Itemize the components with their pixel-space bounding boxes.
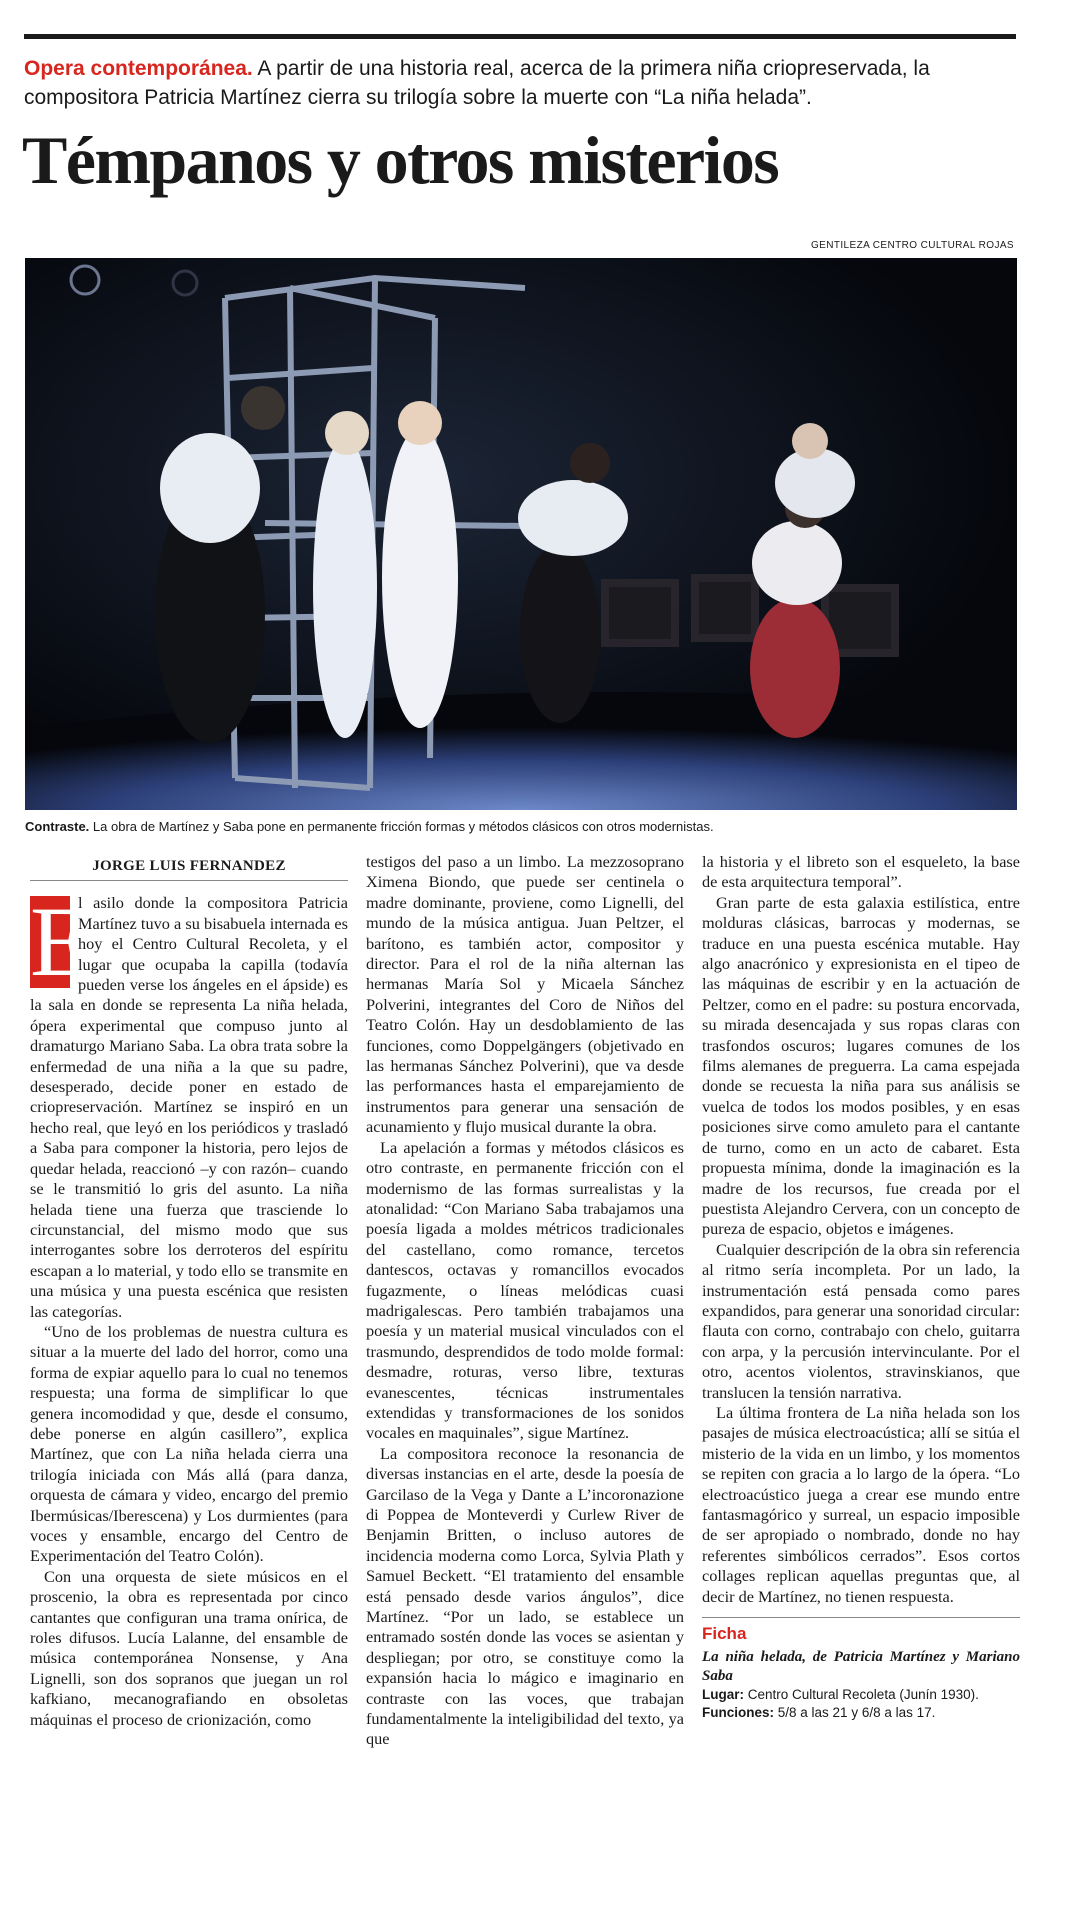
ficha-lugar [702,1686,1020,1704]
stage-photo [25,258,1017,810]
ficha-funciones [702,1704,1020,1722]
lede-text: A partir de una historia real, acerca de la primera niña criopreservada, la compositora Patricia Martínez cierra su trilogía sobre la muerte con “La niña helada”. [24,57,930,109]
drop-cap-letter: E [30,886,92,998]
paragraph: testigos del paso a un limbo. La mezzosoprano Ximena Biondo, que puede ser centinela o madre dominante, proviene, como Lignelli, del mundo de la música antigua. Juan Peltzer, el barítono, es también actor, compositor y director. Para el rol de la niña alternan las hermanas María Sol y Micaela Sánchez Polverini, integrantes del Coro de Niños del Teatro Colón. Hay un desdoblamiento de las funciones, como Doppelgängers (objetivado en las hermanas Sánchez Polverini), que va desde las performances hasta el emparejamiento de instrumentos para generar una sensación de acunamiento y flujo musical durante la obra. [366,852,684,1137]
ficha-lugar-label: Lugar: [702,1687,744,1703]
article-column-3 [702,852,1020,1722]
stage-scene-illustration [25,258,1017,810]
paragraph: La última frontera de La niña helada son los pasajes de música electroacústica; allí se sitúa el misterio de la vida en un limbo, y los momentos se repiten con gracia a lo largo de la ópera. “Lo electroacústico juega a crear ese mundo entre fantasmagórico y surreal, un espacio imposible de ser apropiado o nombrado, donde no hay referentes simbólicos cerrados”. Esos cortos collages replican aquellas preguntas que, al decir de Martínez, no tienen respuesta. [702,1402,1020,1606]
paragraph: Gran parte de esta galaxia estilística, entre molduras clásicas, barrocas y modernas, se traduce en una puesta escénica mutable. Hay algo anacrónico y expresionista en el tipeo de las máquinas de escribir y en la actuación de Peltzer, como en el padre: su postura encorvada, su mirada desencajada y sus ropas claras con trasfondos oscuros; lugares comunes de los films alemanes de preguerra. La cama espejada donde se recuesta la niña para sus análisis se vuelca de todos los modos posibles, y en esas posiciones sirve como amuleto para el cantante de turno, como en un acto de cabaret. Esta propuesta mínima, donde la imaginación es la madre de los recursos, fue creada por el puestista Alejandro Cervera, con un concepto de pureza de espacio, objetos e imágenes. [702,892,1020,1239]
ficha-funciones-label: Funciones: [702,1705,775,1721]
kicker: Opera contemporánea. [24,57,253,80]
paragraph: l asilo donde la compositora Patricia Martínez tuvo a su bisabuela internada es hoy el Centro Cultural Recoleta, y el lugar que ocupaba la capilla (todavía pueden verse los ángeles en el ápside) es la sala en donde se representa La niña helada, ópera experimental que compuso junto al dramaturgo Mariano Saba. La obra trata sobre la enfermedad de una niña a la que su padre, desesperado, decide poner en estado de criopreservación. Martínez se inspiró en un hecho real, que leyó en los periódicos y trasladó a Saba para componer la historia, pero lejos de quedar helada, reaccionó –y con razón– cuando se le transmitió lo gris del asunto. La niña helada tiene una fuerza que trasciende lo circunstancial, del mismo modo que sus interrogantes sobre los derroteros del espíritu escapan a lo material, y todo ello se transmite en una música y una puesta escénica que resisten las categorías. [30,893,348,1321]
caption-label: Contraste. [25,819,90,834]
ficha-title: Ficha [702,1624,747,1644]
top-rule [24,34,1016,39]
ficha-funciones-value: 5/8 a las 21 y 6/8 a las 17. [774,1705,936,1721]
ficha-lugar-value: Centro Cultural Recoleta (Junín 1930). [744,1687,979,1703]
byline: JORGE LUIS FERNANDEZ [30,856,348,881]
article-column-1 [30,856,348,1730]
lede [24,54,1024,112]
paragraph: Cualquier descripción de la obra sin referencia al ritmo sería incompleta. Por un lado, la instrumentación está pensada como pares expandidos, para generar una sonoridad circular: flauta con corno, contrabajo con chelo, guitarra con arpa, y la percusión intervinculante. Por el otro, acentos violentos, stravinskianos, que translucen la tensión narrativa. [702,1239,1020,1402]
caption-text: La obra de Martínez y Saba pone en permanente fricción formas y métodos clásicos con otros modernistas. [89,819,714,834]
photo-caption [25,819,1017,834]
paragraph: “Uno de los problemas de nuestra cultura es situar a la muerte del lado del horror, como una forma de expiar aquello para lo cual no tenemos respuesta; una forma de simplificar lo que genera incomodidad y que, desde el consumo, debe ponerse en algún casillero”, explica Martínez, que con La niña helada cierra una trilogía iniciada con Más allá (para danza, orquesta de cámara y video, encargo del premio Ibermúsicas/Iberescena) y Los durmientes (para voces y ensamble, encargo del Centro de Experimentación del Teatro Colón). [30,1321,348,1566]
photo-credit: GENTILEZA CENTRO CULTURAL ROJAS [811,240,1014,251]
ficha-box [702,1617,1020,1722]
ficha-work: La niña helada, de Patricia Martínez y Mariano Saba [702,1649,1020,1685]
paragraph: La compositora reconoce la resonancia de diversas instancias en el arte, desde la poesía de Garcilaso de la Vega y Dante a L’incoronazione di Poppea de Monteverdi y Curlew River de Benjamin Britten, o incluso autores de incidencia moderna como Lorca, Sylvia Plath y Samuel Beckett. “El tratamiento del ensamble está pensado desde varios ángulos”, dice Martínez. “Por un lado, se establece un entramado sostén donde las voces se asientan y despliegan; por otro, se constituye como la expansión hacia lo mágico e imaginario en contraste con las voces, que trabajan fundamentalmente la inteligibilidad del texto, ya que [366,1443,684,1749]
paragraph: la historia y el libreto son el esqueleto, la base de esta arquitectura temporal”. [702,852,1020,892]
paragraph: La apelación a formas y métodos clásicos es otro contraste, en permanente fricción con el modernismo de las formas surrealistas y la atonalidad: “Con Mariano Saba trabajamos una poesía ligada a moldes métricos tradicionales del castellano, como romance, tercetos dantescos, octavas y romancillos evocados fugazmente, o líneas melódicas cuasi madrigalescas. Pero también trabajamos una poesía y un material musical vinculados con el trasmundo, desprendidos de todo molde formal: desmadre, roturas, verso libre, texturas evanescentes, técnicas instrumentales extendidas y transformaciones de los sonidos vocales en maquinales”, sigue Martínez. [366,1137,684,1443]
headline: Témpanos y otros misterios [22,122,779,198]
drop-cap [30,886,92,998]
article-column-2 [366,852,684,1750]
paragraph: Con una orquesta de siete músicos en el proscenio, la obra es representada por cinco cantantes que configuran una trama onírica, de roles difusos. Lucía Lalanne, del ensamble de música contemporánea Nonsense, y Ana Lignelli, son dos sopranos que juegan un rol kafkiano, mecanografiando en obsoletas máquinas el proceso de crionización, como [30,1566,348,1729]
